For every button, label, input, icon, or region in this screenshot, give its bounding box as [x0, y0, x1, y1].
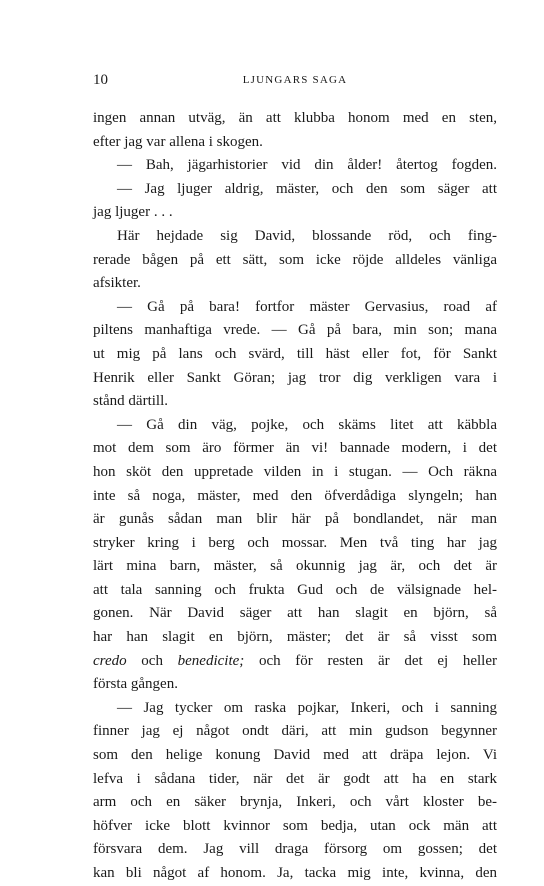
text-line [93, 178, 497, 202]
text-line [93, 815, 497, 839]
text-segment: piltens manhaftiga vrede. — Gå på bara, min son; mana [93, 322, 497, 339]
text-line [93, 602, 497, 626]
italic-text-segment: benedicite; [177, 652, 245, 669]
text-segment: mot dem som äro förmer än vi! bannade modern, i det [93, 440, 497, 457]
text-line [93, 107, 497, 131]
text-segment: efter jag var allena i skogen. [93, 133, 263, 150]
text-line [93, 768, 497, 792]
text-segment: och [126, 652, 178, 669]
text-segment: höfver icke blott kvinnor som bedja, utan ock män att [93, 817, 497, 834]
text-segment: Henrik eller Sankt Göran; jag tror dig verkligen vara i [93, 369, 497, 386]
text-line [93, 390, 497, 414]
text-line [93, 272, 497, 296]
text-line [93, 367, 497, 391]
text-line [93, 343, 497, 367]
text-segment: första gången. [93, 676, 178, 693]
text-segment: Här hejdade sig David, blossande röd, och fing- [117, 227, 497, 244]
italic-text-segment: credo [93, 652, 127, 669]
text-segment: — Gå på bara! fortfor mäster Gervasius, road af [117, 298, 497, 315]
text-segment: stryker kring i berg och mossar. Men två ting har jag [93, 534, 497, 551]
text-line [93, 579, 497, 603]
text-segment: ut mig på lans och svärd, till häst eller fot, för Sankt [93, 345, 497, 362]
text-line [93, 296, 497, 320]
text-segment: ingen annan utväg, än att klubba honom med en sten, [93, 110, 497, 126]
text-segment: inte så noga, mäster, med den öfverdådiga slyngeln; han [93, 487, 497, 504]
text-segment: är gunås sådan man blir här på bondlandet, när man [93, 511, 497, 528]
text-line [93, 862, 497, 886]
text-line [93, 225, 497, 249]
page-number: 10 [93, 72, 108, 88]
text-segment: kan bli något af honom. Ja, tacka mig inte, kvinna, den [93, 865, 497, 881]
text-segment: och för resten är det ej heller [244, 652, 497, 669]
text-line [93, 461, 497, 485]
text-segment: — Gå din väg, pojke, och skäms litet att käbbla [117, 416, 497, 433]
text-line [93, 673, 497, 697]
body-text [93, 107, 497, 886]
text-line [93, 626, 497, 650]
text-segment: afsikter. [93, 275, 141, 292]
text-line [93, 249, 497, 273]
text-line [93, 555, 497, 579]
text-line [93, 131, 497, 155]
text-segment: gonen. När David säger att han slagit en björn, så [93, 605, 497, 622]
text-segment: — Bah, jägarhistorier vid din ålder! återtog fogden. [117, 157, 497, 174]
text-segment: som den helige konung David med att dräpa lejon. Vi [93, 747, 497, 764]
text-segment: — Jag ljuger aldrig, mäster, och den som säger att [117, 180, 497, 197]
text-line [93, 319, 497, 343]
book-page [93, 72, 497, 886]
page-header [93, 72, 497, 94]
text-segment: — Jag tycker om raska pojkar, Inkeri, och i sanning [117, 699, 497, 716]
text-segment: har han slagit en björn, mäster; det är så visst som [93, 629, 497, 646]
text-line [93, 791, 497, 815]
text-segment: arm och en säker brynja, Inkeri, och vårt kloster be- [93, 794, 497, 811]
text-segment: försvara dem. Jag vill draga försorg om gossen; det [93, 841, 497, 858]
text-segment: att tala sanning och frukta Gud och de välsignade hel- [93, 581, 497, 598]
text-line [93, 201, 497, 225]
text-line [93, 154, 497, 178]
text-line [93, 744, 497, 768]
text-segment: jag ljuger . . . [93, 204, 173, 221]
text-line [93, 720, 497, 744]
running-title: LJUNGARS SAGA [242, 74, 348, 86]
text-line [93, 697, 497, 721]
text-line [93, 650, 497, 674]
text-line [93, 838, 497, 862]
text-segment: hon sköt den uppretade vilden in i stugan. — Och räkna [93, 463, 497, 480]
text-segment: lärt mina barn, mäster, så okunnig jag är, och det är [93, 558, 497, 575]
text-line [93, 437, 497, 461]
text-segment: lefva i sådana tider, när det är godt att ha en stark [93, 770, 497, 787]
text-segment: finner jag ej något ondt däri, att min gudson begynner [93, 723, 497, 740]
text-segment: stånd därtill. [93, 393, 168, 410]
text-segment: rerade bågen på ett sätt, som icke röjde alldeles vänliga [93, 251, 497, 268]
text-line [93, 532, 497, 556]
text-line [93, 508, 497, 532]
text-line [93, 414, 497, 438]
text-line [93, 485, 497, 509]
